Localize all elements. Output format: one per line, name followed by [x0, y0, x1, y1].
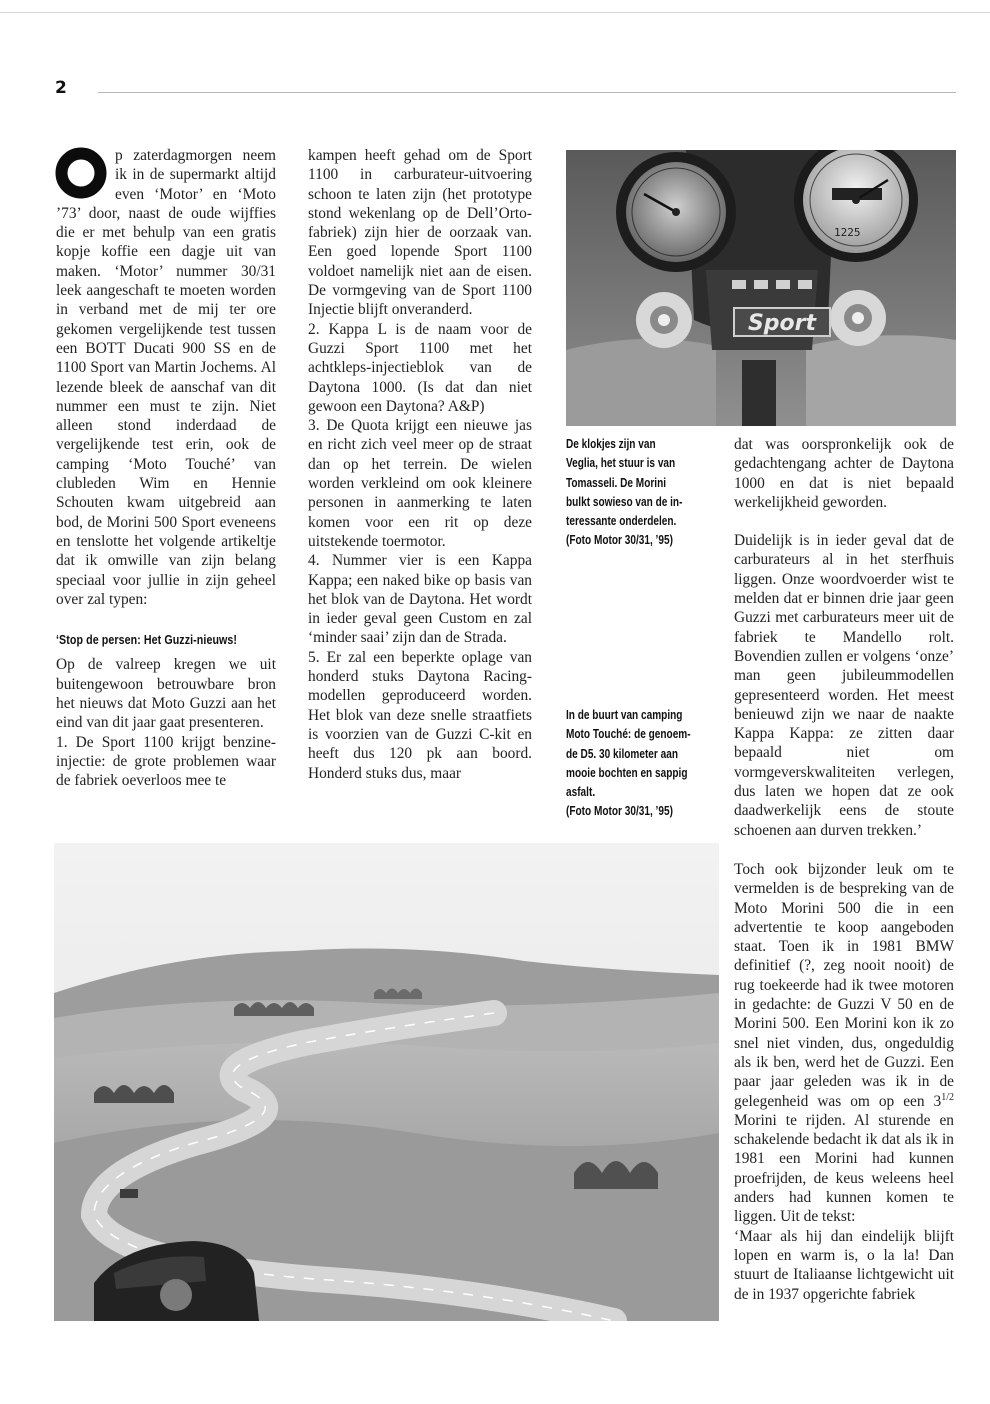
caption-gauges-line: (Foto Motor 30/31, ’95): [566, 533, 673, 548]
body-paragraph: Op de valreep kregen we uit buitengewoon betrouwbare bron het nieuws dat Moto Guzzi aan het eind van dit jaar gaat presenteren.: [56, 656, 276, 732]
drop-cap: [55, 147, 107, 199]
caption-road-line: In de buurt van camping: [566, 708, 683, 722]
intro-text: p zaterdagmorgen neem ik in de supermarkt altijd even ‘Motor’ en ‘Moto ’73’ door, naast de oude wijffies die er met behulp van een gratis kopje koffie een dagje uit van maken. ‘Motor’ nummer 30/31 leek aangeschaft te moeten worden in verband met de mij ter ore gekomen vergelijkende test tussen een BOTT Ducati 900 SS en de 1100 Sport van Martin Jochems. Al lezende bleek de aanschaf van dit nummer een must te zijn. Niet alleen stond inderdaad de vergelijkende test erin, ook de camping ‘Moto Touché’ van clubleden Wim en Hennie Schouten kwam uitgebreid aan bod, de Morini 500 Sport eveneens en tenslotte het volgende artikeltje dat ik omwille van zijn belang speciaal voor jullie in zijn geheel over zal typen:: [56, 147, 276, 608]
list-item-4: 4. Nummer vier is een Kappa Kappa; een naked bike op basis van het blok van de Daytona. Het wordt in ieder geval geen Custom en zal ‘minder saai’ zijn dan de Strada.: [308, 552, 532, 647]
paragraph-continuation: kampen heeft gehad om de Sport 1100 in carburateur-uitvoering schoon te laten zijn (het prototype stond wekenlang op de Dell’Orto-fabriek) zijn hier de oorzaak van. Een goed lopende Sport 1100 voldoet namelijk niet aan de eisen. De vormgeving van de Sport 1100 Injectie blijft onveranderd.: [308, 147, 532, 319]
page-top-edge: [0, 12, 990, 13]
paragraph-morini: [734, 860, 954, 1227]
morini-text-end: Morini te rijden. Al sturende en schakelende bedacht ik dat als ik in 1981 een Morini had kunnen proefrijden, de keus weleens heel anders had kunnen komen te liggen. Uit de tekst:: [734, 1111, 954, 1226]
morini-text-start: Toch ook bijzonder leuk om te vermelden is de bespreking van de Moto Morini 500 die in een advertentie te koop aangeboden staat. Toen ik in 1981 BMW definitief (?, zeg nooit nooit) de rug toekeerde had ik twee motoren in gedachte: de Guzzi V 50 en de Morini 500. Een Morini kon ik zo snel niet vinden, dus, ongeduldig als ik ben, werd het de Guzzi. Een paar jaar geleden was ik in de gelegenheid was om op een 3: [734, 861, 954, 1110]
photo-winding-road: [54, 843, 719, 1321]
caption-road-line: de D5. 30 kilometer aan: [566, 746, 678, 761]
sport-badge-text: Sport: [747, 311, 817, 336]
paragraph-continuation: dat was oorspronkelijk ook de gedachtengang achter de Daytona 1000 en dat is niet bepaald werkelijkheid geworden.: [734, 436, 954, 511]
list-item-2: 2. Kappa L is de naam voor de Guzzi Sport 1100 met het achtkleps-injectieblok van de Daytona 1000. (Is dat dan niet gewoon een Daytona? A&P): [308, 320, 532, 415]
caption-gauges-line: Tomasseli. De Morini: [566, 475, 667, 490]
caption-road-line: (Foto Motor 30/31, ’95): [566, 804, 673, 819]
column-2: [308, 146, 532, 783]
caption-road-line: asfalt.: [566, 785, 596, 800]
quote-paragraph: ‘Maar als hij dan eindelijk blijft lopen en warm is, o la la! Dan stuurt de Italiaanse lichtgewicht uit de in 1937 opgerichte fabriek: [734, 1227, 954, 1303]
list-item-3: 3. De Quota krijgt een nieuwe jas en richt zich veel meer op de straat dan op het terrein. De wielen worden verkleind om ook kleinere personen in aanmerking te laten komen voor een rit op deze uitstekende toermotor.: [308, 417, 532, 550]
photo-instrument-cluster: [566, 150, 956, 426]
paragraph-carburateurs: Duidelijk is in ieder geval dat de carburateurs al in het sterfhuis liggen. Onze woordvoerder wist te melden dat er binnen drie jaar geen Guzzi met carburateurs meer uit de fabriek te Mandello rolt. Bovendien zullen er volgens ‘onze’ man geen jubileummodellen gepresenteerd worden. Het meest benieuwd zijn we naar de naakte Kappa Kappa: ze zitten daar bepaald niet om vormgeverskwaliteiten verlegen, dus laten we hopen dat ze ook daadwerkelijk eens de stoute schoenen aan durven trekken.’: [734, 532, 954, 839]
fraction: 1/2: [941, 1091, 954, 1103]
caption-road: [566, 706, 716, 822]
column-4-lower: [734, 860, 954, 1304]
column-1: [56, 146, 276, 791]
caption-road-line: Moto Touché: de genoem-: [566, 727, 691, 742]
intro-paragraph: [56, 146, 276, 609]
caption-gauges-line: teressante onderdelen.: [566, 514, 677, 529]
drop-cap-glyph: [55, 147, 107, 199]
caption-gauges: [566, 435, 716, 551]
caption-road-line: mooie bochten en sappig: [566, 765, 688, 780]
column-4: [734, 435, 954, 840]
drop-cap-letter: [55, 199, 56, 200]
list-item-5: 5. Er zal een beperkte oplage van honderd stuks Daytona Racing-modellen geproduceerd worden. Het blok van deze snelle straatfiets is voorzien van de Guzzi C-kit en heeft dus 120 pk aan boord. Honderd stuks dus, maar: [308, 648, 532, 782]
caption-gauges-line: De klokjes zijn van: [566, 437, 656, 451]
odometer-readout: 1225: [834, 226, 861, 239]
caption-gauges-line: Veglia, het stuur is van: [566, 456, 676, 471]
page-number: 2: [55, 78, 67, 98]
subheading: ‘Stop de persen: Het Guzzi-nieuws!: [56, 632, 238, 648]
header-rule: [98, 92, 956, 93]
list-item-1: 1. De Sport 1100 krijgt benzine-injectie: de grote problemen waar de fabriek oeverloos mee te: [56, 733, 276, 790]
caption-gauges-line: bulkt sowieso van de in-: [566, 494, 683, 509]
